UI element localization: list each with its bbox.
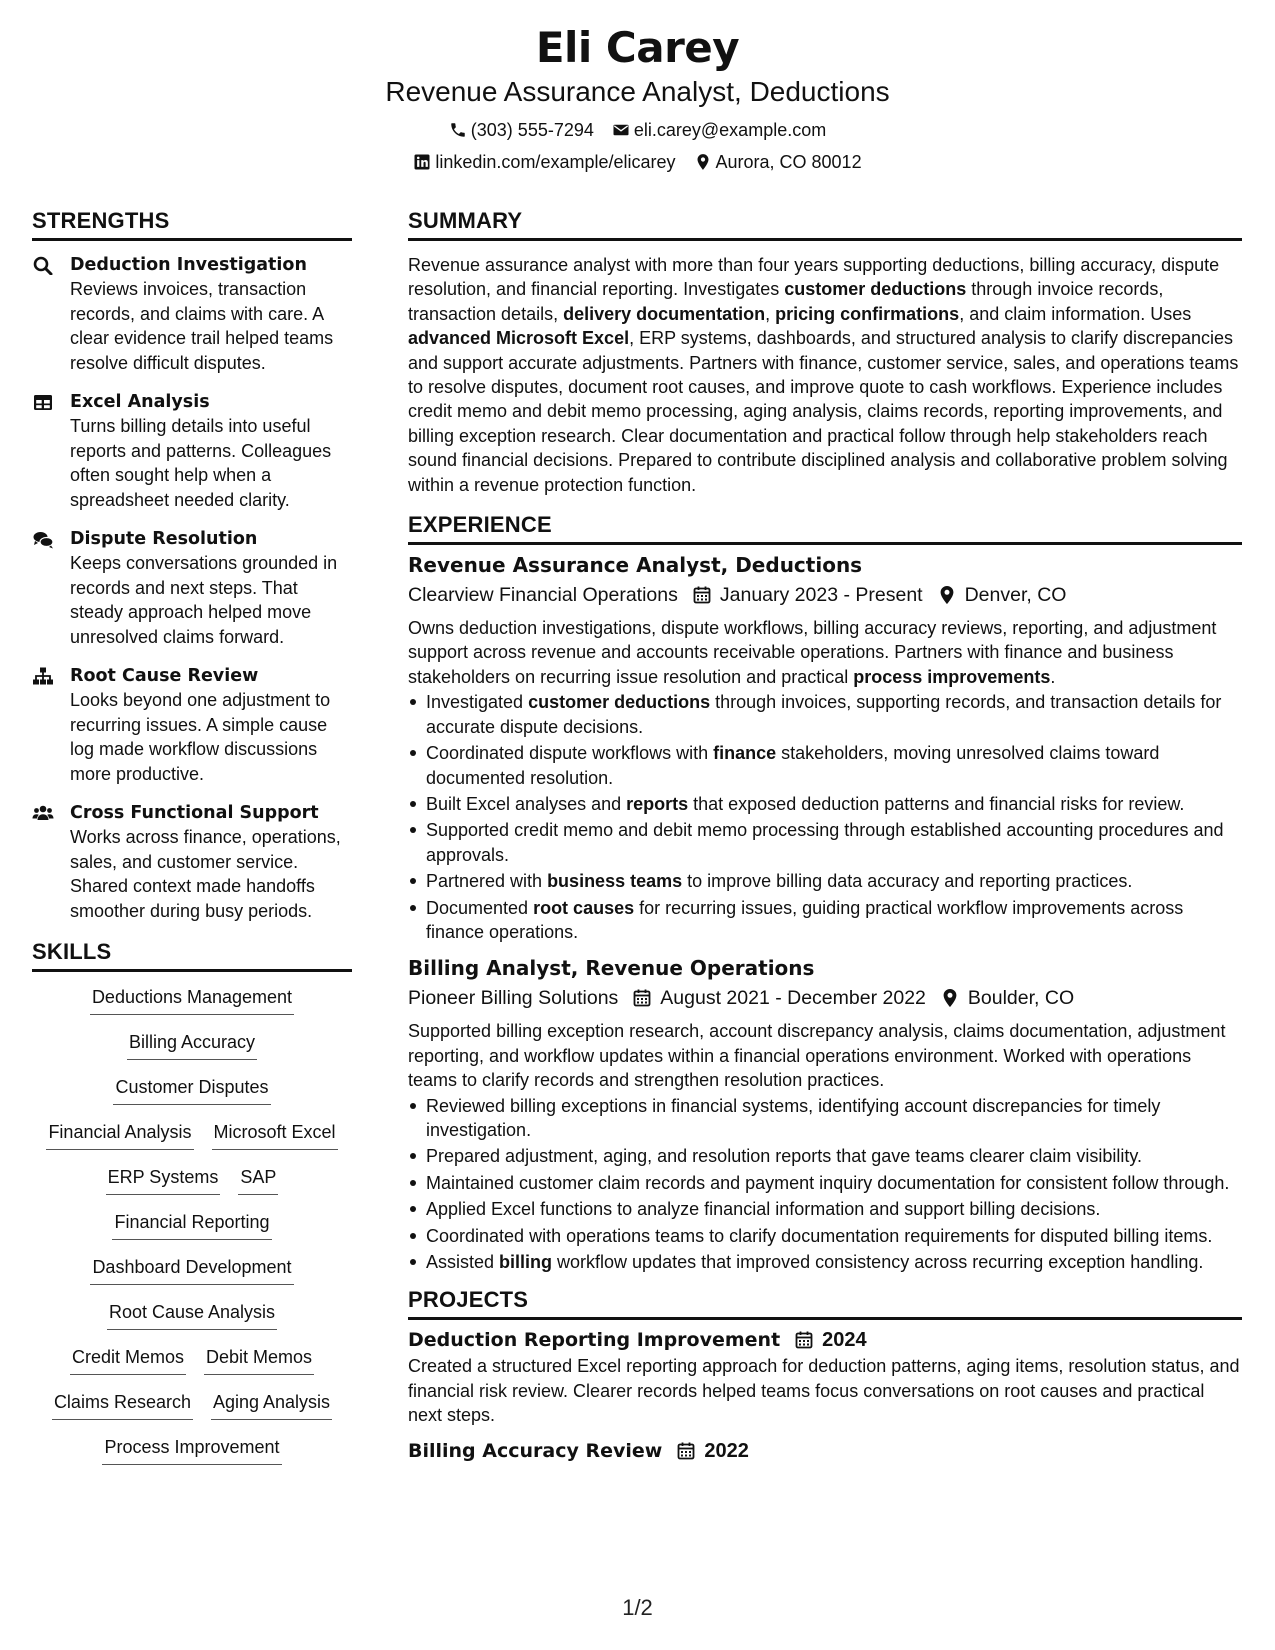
project-date: 2024	[822, 1329, 867, 1352]
job-title: Revenue Assurance Analyst, Deductions	[408, 553, 863, 578]
phone-text: (303) 555-7294	[470, 120, 594, 140]
skill-tag: Financial Analysis	[46, 1119, 193, 1150]
envelope-icon	[612, 121, 630, 139]
text-segment: Supported credit memo and debit memo processing through established accounting procedures and approvals.	[426, 820, 1224, 865]
page-number: 1/2	[622, 1595, 653, 1620]
strength-body	[70, 527, 352, 649]
strength-title: Root Cause Review	[70, 666, 259, 686]
project-title	[408, 1326, 1242, 1354]
job-entry	[408, 954, 1242, 1274]
skill-row	[32, 1344, 352, 1389]
bullet-item	[408, 1250, 1242, 1274]
job-location: Boulder, CO	[967, 987, 1075, 1010]
strength-body	[70, 801, 352, 923]
text-segment: Documented	[426, 897, 534, 918]
text-segment: Maintained customer claim records and payment inquiry documentation for consistent follow through.	[426, 1172, 1230, 1193]
text-segment: Assisted	[426, 1252, 500, 1272]
strength-body	[70, 664, 352, 786]
bold-text: customer deductions	[528, 692, 711, 713]
text-segment: Coordinated dispute workflows with	[426, 743, 714, 764]
map-pin-icon	[694, 153, 712, 171]
job-intro	[408, 616, 1242, 689]
strength-description: Keeps conversations grounded in records and next steps. That steady approach helped move unresolved claims forward.	[70, 553, 338, 647]
bullet-item	[408, 1171, 1242, 1195]
calendar-icon	[676, 1441, 696, 1461]
text-segment: stakeholders, moving unresolved claims toward documented resolution.	[426, 743, 1160, 788]
project-description: Created a structured Excel reporting approach for deduction patterns, aging items, resolution status, and financial risk review. Clearer records helped teams focus conversations on root causes and practical next steps.	[408, 1356, 1240, 1426]
experience-heading: EXPERIENCE	[408, 511, 1242, 545]
text-segment: Reviewed billing exceptions in financial systems, identifying account discrepancies for timely investigation.	[426, 1095, 1161, 1140]
job-intro	[408, 1019, 1242, 1092]
bullet-item	[408, 896, 1242, 945]
strengths-list	[32, 253, 352, 923]
skills-list	[32, 984, 352, 1479]
job-entry	[408, 551, 1242, 944]
experience-list	[408, 551, 1242, 1274]
strength-item	[32, 664, 352, 786]
skill-row	[32, 1164, 352, 1209]
text-segment: Investigated	[426, 692, 529, 713]
skill-tag: Root Cause Analysis	[107, 1299, 277, 1330]
skill-tag: Deductions Management	[90, 984, 294, 1015]
skill-row	[32, 1119, 352, 1164]
resume-header	[0, 22, 1275, 173]
project-name: Billing Accuracy Review	[408, 1439, 663, 1462]
job-company: Pioneer Billing Solutions	[408, 987, 619, 1010]
bullet-item	[408, 792, 1242, 816]
strength-item	[32, 527, 352, 649]
skill-row	[32, 1074, 352, 1119]
bullet-item	[408, 1144, 1242, 1168]
strength-description: Works across finance, operations, sales, and customer service. Shared context made handoffs smoother during busy periods.	[70, 827, 341, 921]
skill-tag: Financial Reporting	[112, 1209, 271, 1240]
comments-icon	[32, 527, 70, 649]
candidate-name: Eli Carey	[535, 23, 740, 72]
strength-description: Reviews invoices, transaction records, and claims with care. A clear evidence trail helped teams resolve difficult disputes.	[70, 279, 334, 373]
text-segment: workflow updates that improved consistency across recurring exception handling.	[552, 1252, 1204, 1272]
text-segment: to improve billing data accuracy and reporting practices.	[682, 871, 1133, 892]
bullet-item	[408, 818, 1242, 867]
strength-item	[32, 253, 352, 375]
sitemap-icon	[32, 664, 70, 786]
projects-list	[408, 1326, 1242, 1464]
text-segment: Built Excel analyses and	[426, 793, 627, 814]
strength-body	[70, 253, 352, 375]
linkedin-icon	[413, 153, 431, 171]
bold-text: reports	[626, 793, 689, 814]
search-icon	[32, 253, 70, 375]
strength-title: Deduction Investigation	[70, 255, 307, 275]
project-date: 2022	[704, 1439, 749, 1462]
summary-text	[408, 253, 1242, 497]
text-segment: that exposed deduction patterns and financial risks for review.	[688, 793, 1185, 814]
phone-icon	[449, 121, 467, 139]
bold-text: business teams	[547, 871, 683, 892]
skill-row	[32, 1209, 352, 1254]
text-segment: Coordinated with operations teams to clarify documentation requirements for disputed billing items.	[426, 1225, 1213, 1246]
contact-email[interactable]	[612, 119, 826, 141]
job-title: Billing Analyst, Revenue Operations	[408, 956, 815, 981]
bold-text: billing	[499, 1252, 553, 1272]
skill-row	[32, 984, 352, 1029]
bold-text: customer deductions	[784, 279, 967, 300]
text-segment: for recurring issues, guiding practical workflow improvements across finance operations.	[426, 897, 1184, 942]
strength-description: Turns billing details into useful reports and patterns. Colleagues often sought help when a spreadsheet needed clarity.	[70, 416, 332, 510]
calendar-icon	[794, 1330, 814, 1350]
calendar-icon	[632, 988, 652, 1008]
job-dates: January 2023 - Present	[719, 584, 923, 607]
skill-tag: Billing Accuracy	[127, 1029, 257, 1060]
skill-tag: Microsoft Excel	[212, 1119, 338, 1150]
bold-text: root causes	[533, 897, 635, 918]
skill-tag: Customer Disputes	[113, 1074, 270, 1105]
skill-tag: Aging Analysis	[211, 1389, 332, 1420]
skill-tag: Dashboard Development	[90, 1254, 293, 1285]
text-segment: through invoices, supporting records, and transaction details for accurate dispute decisions.	[426, 692, 1222, 737]
job-bullets	[408, 690, 1242, 944]
text-segment: Prepared adjustment, aging, and resolution reports that gave teams clearer claim visibility.	[426, 1146, 1143, 1167]
text-segment: through invoice records, transaction details,	[408, 279, 1164, 324]
left-column	[32, 207, 352, 1479]
skill-tag: Process Improvement	[102, 1434, 281, 1465]
project-entry	[408, 1437, 1242, 1465]
map-pin-icon	[940, 988, 960, 1008]
calendar-icon	[692, 585, 712, 605]
contact-location	[694, 151, 862, 173]
skills-heading: SKILLS	[32, 938, 352, 972]
strength-title: Cross Functional Support	[70, 803, 319, 823]
strength-description: Looks beyond one adjustment to recurring issues. A simple cause log made workflow discussions more productive.	[70, 690, 331, 784]
job-company: Clearview Financial Operations	[408, 584, 678, 607]
project-entry	[408, 1326, 1242, 1427]
text-segment: Supported billing exception research, account discrepancy analysis, claims documentation, adjustment reporting, and workflow updates within a financial operations environment. Worked with operations teams to clarify records and strengthen resolution practices.	[408, 1021, 1226, 1091]
bullet-item	[408, 741, 1242, 790]
strength-body	[70, 390, 352, 512]
skill-tag: SAP	[238, 1164, 278, 1195]
skill-row	[32, 1029, 352, 1074]
map-pin-icon	[937, 585, 957, 605]
table-icon	[32, 390, 70, 512]
bullet-item	[408, 869, 1242, 893]
contact-row-1	[0, 119, 1275, 141]
skill-tag: Debit Memos	[204, 1344, 314, 1375]
skill-tag: ERP Systems	[106, 1164, 221, 1195]
skill-row	[32, 1434, 352, 1479]
contact-linkedin[interactable]	[413, 151, 675, 173]
strengths-heading: STRENGTHS	[32, 207, 352, 241]
bold-text: delivery documentation	[563, 303, 766, 324]
skill-row	[32, 1299, 352, 1344]
bullet-item	[408, 1224, 1242, 1248]
skill-tag: Claims Research	[52, 1389, 193, 1420]
projects-heading: PROJECTS	[408, 1286, 1242, 1320]
right-column	[408, 207, 1242, 1465]
text-segment: Partnered with	[426, 871, 548, 892]
text-segment: ,	[765, 303, 776, 324]
job-meta	[408, 984, 1242, 1012]
users-icon	[32, 801, 70, 923]
linkedin-text[interactable]: linkedin.com/example/elicarey	[435, 152, 676, 172]
project-name: Deduction Reporting Improvement	[408, 1329, 781, 1352]
bullet-item	[408, 690, 1242, 739]
strength-title: Excel Analysis	[70, 392, 210, 412]
text-segment: Owns deduction investigations, dispute workflows, billing accuracy reviews, reporting, and adjustment support across revenue and accounts receivable operations. Partners with finance and business stakeholders on recurring issue resolution and practical	[408, 618, 1217, 687]
bullet-item	[408, 1197, 1242, 1221]
summary-heading: SUMMARY	[408, 207, 1242, 241]
strength-title: Dispute Resolution	[70, 529, 258, 549]
bold-text: process improvements	[853, 666, 1051, 687]
job-location: Denver, CO	[964, 584, 1067, 607]
bullet-item	[408, 1094, 1242, 1143]
job-meta	[408, 581, 1242, 609]
bold-text: pricing confirmations	[775, 303, 960, 324]
text-segment: Applied Excel functions to analyze financial information and support billing decisions.	[426, 1199, 1101, 1220]
contact-row-2	[0, 151, 1275, 173]
strength-item	[32, 801, 352, 923]
bold-text: advanced Microsoft Excel	[408, 328, 630, 349]
text-segment: , ERP systems, dashboards, and structured analysis to clarify discrepancies and support accurate adjustments. Partners with finance, customer service, sales, and operations teams to resolve disputes, document root causes, and improve quote to cash workflows. Experience includes credit memo and debit memo processing, aging analysis, claims records, reporting improvements, and billing exception research. Clear documentation and practical follow through help stakeholders reach sound financial decisions. Prepared to contribute disciplined analysis and collaborative problem solving within a revenue protection function.	[408, 328, 1239, 495]
location-text: Aurora, CO 80012	[715, 152, 862, 172]
strength-item	[32, 390, 352, 512]
job-bullets	[408, 1094, 1242, 1275]
text-segment: Revenue assurance analyst with more than four years supporting deductions, billing accuracy, dispute resolution, and financial reporting. Investigates	[408, 255, 1220, 300]
email-text[interactable]: eli.carey@example.com	[633, 120, 827, 140]
candidate-title: Revenue Assurance Analyst, Deductions	[385, 76, 890, 107]
project-title	[408, 1437, 1242, 1465]
bold-text: finance	[713, 743, 777, 764]
skill-tag: Credit Memos	[70, 1344, 186, 1375]
contact-phone	[449, 119, 594, 141]
text-segment: .	[1050, 666, 1056, 687]
text-segment: , and claim information. Uses	[959, 303, 1192, 324]
skill-row	[32, 1254, 352, 1299]
job-dates: August 2021 - December 2022	[660, 987, 926, 1010]
skill-row	[32, 1389, 352, 1434]
